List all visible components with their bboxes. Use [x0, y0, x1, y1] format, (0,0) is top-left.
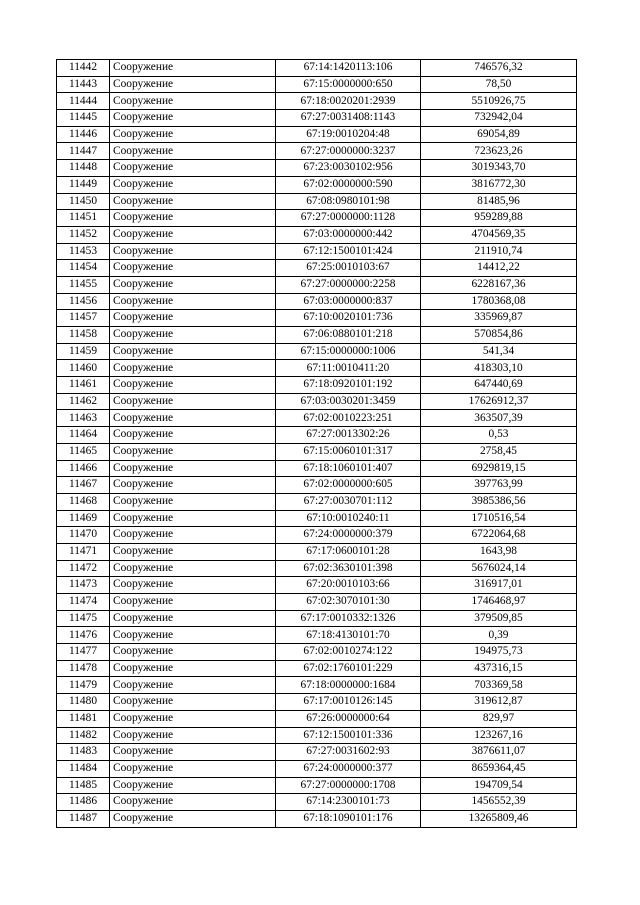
cadastral-value-cell: 78,50 [421, 76, 577, 93]
object-type-cell: Сооружение [110, 327, 276, 344]
cadastral-value-cell: 959289,88 [421, 210, 577, 227]
registry-table [56, 59, 577, 828]
row-number-cell: 11453 [57, 243, 110, 260]
cadastral-value-cell: 829,97 [421, 710, 577, 727]
cadastral-value-cell: 1643,98 [421, 543, 577, 560]
object-type-cell: Сооружение [110, 160, 276, 177]
row-number-cell: 11483 [57, 744, 110, 761]
table-row [57, 327, 577, 344]
cadastral-number-cell: 67:26:0000000:64 [276, 710, 421, 727]
row-number-cell: 11456 [57, 293, 110, 310]
cadastral-value-cell: 3876611,07 [421, 744, 577, 761]
table-row [57, 543, 577, 560]
row-number-cell: 11459 [57, 343, 110, 360]
object-type-cell: Сооружение [110, 93, 276, 110]
cadastral-value-cell: 541,34 [421, 343, 577, 360]
cadastral-number-cell: 67:27:0000000:3237 [276, 143, 421, 160]
cadastral-number-cell: 67:15:0000000:1006 [276, 343, 421, 360]
object-type-cell: Сооружение [110, 727, 276, 744]
object-type-cell: Сооружение [110, 226, 276, 243]
object-type-cell: Сооружение [110, 694, 276, 711]
cadastral-number-cell: 67:19:0010204:48 [276, 126, 421, 143]
row-number-cell: 11474 [57, 594, 110, 611]
cadastral-value-cell: 570854,86 [421, 327, 577, 344]
row-number-cell: 11482 [57, 727, 110, 744]
table-row [57, 527, 577, 544]
cadastral-number-cell: 67:27:0000000:1128 [276, 210, 421, 227]
cadastral-value-cell: 4704569,35 [421, 226, 577, 243]
cadastral-number-cell: 67:08:0980101:98 [276, 193, 421, 210]
table-row [57, 644, 577, 661]
object-type-cell: Сооружение [110, 794, 276, 811]
cadastral-value-cell: 69054,89 [421, 126, 577, 143]
row-number-cell: 11460 [57, 360, 110, 377]
row-number-cell: 11461 [57, 377, 110, 394]
table-row [57, 760, 577, 777]
object-type-cell: Сооружение [110, 193, 276, 210]
object-type-cell: Сооружение [110, 393, 276, 410]
cadastral-value-cell: 1780368,08 [421, 293, 577, 310]
row-number-cell: 11470 [57, 527, 110, 544]
cadastral-number-cell: 67:02:0010274:122 [276, 644, 421, 661]
table-row [57, 810, 577, 827]
cadastral-value-cell: 397763,99 [421, 477, 577, 494]
cadastral-number-cell: 67:27:0000000:2258 [276, 276, 421, 293]
table-row [57, 443, 577, 460]
cadastral-number-cell: 67:02:0000000:605 [276, 477, 421, 494]
object-type-cell: Сооружение [110, 543, 276, 560]
cadastral-number-cell: 67:15:0000000:650 [276, 76, 421, 93]
row-number-cell: 11462 [57, 393, 110, 410]
object-type-cell: Сооружение [110, 243, 276, 260]
object-type-cell: Сооружение [110, 660, 276, 677]
table-row [57, 143, 577, 160]
object-type-cell: Сооружение [110, 210, 276, 227]
object-type-cell: Сооружение [110, 493, 276, 510]
cadastral-number-cell: 67:15:0060101:317 [276, 443, 421, 460]
table-row [57, 694, 577, 711]
row-number-cell: 11477 [57, 644, 110, 661]
object-type-cell: Сооружение [110, 410, 276, 427]
table-row [57, 226, 577, 243]
row-number-cell: 11445 [57, 110, 110, 127]
object-type-cell: Сооружение [110, 677, 276, 694]
object-type-cell: Сооружение [110, 527, 276, 544]
table-row [57, 110, 577, 127]
cadastral-value-cell: 13265809,46 [421, 810, 577, 827]
cadastral-number-cell: 67:24:0000000:379 [276, 527, 421, 544]
object-type-cell: Сооружение [110, 627, 276, 644]
cadastral-value-cell: 316917,01 [421, 577, 577, 594]
row-number-cell: 11446 [57, 126, 110, 143]
cadastral-number-cell: 67:03:0000000:442 [276, 226, 421, 243]
object-type-cell: Сооружение [110, 427, 276, 444]
cadastral-number-cell: 67:18:0000000:1684 [276, 677, 421, 694]
cadastral-value-cell: 418303,10 [421, 360, 577, 377]
table-row [57, 260, 577, 277]
object-type-cell: Сооружение [110, 644, 276, 661]
object-type-cell: Сооружение [110, 176, 276, 193]
object-type-cell: Сооружение [110, 360, 276, 377]
cadastral-value-cell: 6228167,36 [421, 276, 577, 293]
row-number-cell: 11479 [57, 677, 110, 694]
cadastral-value-cell: 379509,85 [421, 610, 577, 627]
table-row [57, 193, 577, 210]
cadastral-number-cell: 67:27:0013302:26 [276, 427, 421, 444]
cadastral-value-cell: 319612,87 [421, 694, 577, 711]
row-number-cell: 11455 [57, 276, 110, 293]
cadastral-number-cell: 67:18:4130101:70 [276, 627, 421, 644]
cadastral-number-cell: 67:06:0880101:218 [276, 327, 421, 344]
table-row [57, 477, 577, 494]
cadastral-number-cell: 67:02:1760101:229 [276, 660, 421, 677]
table-row [57, 427, 577, 444]
cadastral-value-cell: 1456552,39 [421, 794, 577, 811]
object-type-cell: Сооружение [110, 577, 276, 594]
cadastral-value-cell: 2758,45 [421, 443, 577, 460]
table-row [57, 410, 577, 427]
cadastral-value-cell: 8659364,45 [421, 760, 577, 777]
cadastral-number-cell: 67:14:1420113:106 [276, 60, 421, 77]
row-number-cell: 11463 [57, 410, 110, 427]
row-number-cell: 11442 [57, 60, 110, 77]
table-row [57, 393, 577, 410]
row-number-cell: 11450 [57, 193, 110, 210]
cadastral-number-cell: 67:17:0600101:28 [276, 543, 421, 560]
cadastral-value-cell: 5676024,14 [421, 560, 577, 577]
table-row [57, 210, 577, 227]
object-type-cell: Сооружение [110, 594, 276, 611]
cadastral-number-cell: 67:27:0030701:112 [276, 493, 421, 510]
object-type-cell: Сооружение [110, 560, 276, 577]
object-type-cell: Сооружение [110, 60, 276, 77]
object-type-cell: Сооружение [110, 610, 276, 627]
cadastral-number-cell: 67:27:0031602:93 [276, 744, 421, 761]
cadastral-number-cell: 67:02:3070101:30 [276, 594, 421, 611]
table-row [57, 276, 577, 293]
row-number-cell: 11485 [57, 777, 110, 794]
row-number-cell: 11472 [57, 560, 110, 577]
row-number-cell: 11443 [57, 76, 110, 93]
cadastral-value-cell: 1746468,97 [421, 594, 577, 611]
object-type-cell: Сооружение [110, 460, 276, 477]
row-number-cell: 11457 [57, 310, 110, 327]
table-row [57, 710, 577, 727]
row-number-cell: 11448 [57, 160, 110, 177]
table-row [57, 744, 577, 761]
row-number-cell: 11473 [57, 577, 110, 594]
cadastral-number-cell: 67:10:0010240:11 [276, 510, 421, 527]
cadastral-value-cell: 6929819,15 [421, 460, 577, 477]
cadastral-number-cell: 67:14:2300101:73 [276, 794, 421, 811]
cadastral-value-cell: 6722064,68 [421, 527, 577, 544]
row-number-cell: 11476 [57, 627, 110, 644]
object-type-cell: Сооружение [110, 760, 276, 777]
cadastral-value-cell: 732942,04 [421, 110, 577, 127]
cadastral-number-cell: 67:18:0020201:2939 [276, 93, 421, 110]
cadastral-value-cell: 17626912,37 [421, 393, 577, 410]
row-number-cell: 11454 [57, 260, 110, 277]
cadastral-value-cell: 81485,96 [421, 193, 577, 210]
cadastral-number-cell: 67:03:0030201:3459 [276, 393, 421, 410]
table-row [57, 293, 577, 310]
row-number-cell: 11484 [57, 760, 110, 777]
row-number-cell: 11444 [57, 93, 110, 110]
row-number-cell: 11464 [57, 427, 110, 444]
table-row [57, 610, 577, 627]
object-type-cell: Сооружение [110, 443, 276, 460]
cadastral-value-cell: 3019343,70 [421, 160, 577, 177]
object-type-cell: Сооружение [110, 777, 276, 794]
table-row [57, 360, 577, 377]
cadastral-number-cell: 67:27:0031408:1143 [276, 110, 421, 127]
cadastral-value-cell: 3985386,56 [421, 493, 577, 510]
table-row [57, 76, 577, 93]
object-type-cell: Сооружение [110, 293, 276, 310]
cadastral-number-cell: 67:02:0000000:590 [276, 176, 421, 193]
object-type-cell: Сооружение [110, 744, 276, 761]
table-row [57, 510, 577, 527]
row-number-cell: 11478 [57, 660, 110, 677]
cadastral-value-cell: 5510926,75 [421, 93, 577, 110]
object-type-cell: Сооружение [110, 76, 276, 93]
table-row [57, 160, 577, 177]
cadastral-number-cell: 67:10:0020101:736 [276, 310, 421, 327]
cadastral-value-cell: 746576,32 [421, 60, 577, 77]
row-number-cell: 11466 [57, 460, 110, 477]
row-number-cell: 11449 [57, 176, 110, 193]
object-type-cell: Сооружение [110, 477, 276, 494]
table-row [57, 777, 577, 794]
cadastral-value-cell: 0,53 [421, 427, 577, 444]
object-type-cell: Сооружение [110, 710, 276, 727]
table-row [57, 493, 577, 510]
table-row [57, 377, 577, 394]
row-number-cell: 11475 [57, 610, 110, 627]
row-number-cell: 11452 [57, 226, 110, 243]
cadastral-value-cell: 0,39 [421, 627, 577, 644]
table-row [57, 594, 577, 611]
cadastral-value-cell: 3816772,30 [421, 176, 577, 193]
cadastral-number-cell: 67:23:0030102:956 [276, 160, 421, 177]
cadastral-value-cell: 123267,16 [421, 727, 577, 744]
object-type-cell: Сооружение [110, 260, 276, 277]
table-row [57, 310, 577, 327]
registry-table-body [57, 60, 577, 828]
cadastral-number-cell: 67:18:1090101:176 [276, 810, 421, 827]
cadastral-number-cell: 67:24:0000000:377 [276, 760, 421, 777]
table-row [57, 460, 577, 477]
cadastral-number-cell: 67:02:3630101:398 [276, 560, 421, 577]
object-type-cell: Сооружение [110, 377, 276, 394]
row-number-cell: 11467 [57, 477, 110, 494]
row-number-cell: 11465 [57, 443, 110, 460]
object-type-cell: Сооружение [110, 510, 276, 527]
cadastral-value-cell: 211910,74 [421, 243, 577, 260]
row-number-cell: 11486 [57, 794, 110, 811]
row-number-cell: 11468 [57, 493, 110, 510]
row-number-cell: 11458 [57, 327, 110, 344]
cadastral-value-cell: 723623,26 [421, 143, 577, 160]
object-type-cell: Сооружение [110, 143, 276, 160]
table-row [57, 243, 577, 260]
cadastral-value-cell: 194975,73 [421, 644, 577, 661]
object-type-cell: Сооружение [110, 110, 276, 127]
cadastral-number-cell: 67:12:1500101:424 [276, 243, 421, 260]
cadastral-number-cell: 67:03:0000000:837 [276, 293, 421, 310]
table-row [57, 677, 577, 694]
row-number-cell: 11451 [57, 210, 110, 227]
object-type-cell: Сооружение [110, 343, 276, 360]
row-number-cell: 11481 [57, 710, 110, 727]
row-number-cell: 11471 [57, 543, 110, 560]
cadastral-number-cell: 67:12:1500101:336 [276, 727, 421, 744]
table-row [57, 727, 577, 744]
cadastral-number-cell: 67:17:0010126:145 [276, 694, 421, 711]
cadastral-value-cell: 703369,58 [421, 677, 577, 694]
table-row [57, 176, 577, 193]
object-type-cell: Сооружение [110, 276, 276, 293]
cadastral-value-cell: 14412,22 [421, 260, 577, 277]
cadastral-number-cell: 67:20:0010103:66 [276, 577, 421, 594]
cadastral-number-cell: 67:18:0920101:192 [276, 377, 421, 394]
cadastral-number-cell: 67:11:0010411:20 [276, 360, 421, 377]
cadastral-value-cell: 194709,54 [421, 777, 577, 794]
cadastral-value-cell: 437316,15 [421, 660, 577, 677]
row-number-cell: 11480 [57, 694, 110, 711]
cadastral-number-cell: 67:02:0010223:251 [276, 410, 421, 427]
cadastral-number-cell: 67:17:0010332:1326 [276, 610, 421, 627]
row-number-cell: 11469 [57, 510, 110, 527]
table-row [57, 577, 577, 594]
cadastral-value-cell: 335969,87 [421, 310, 577, 327]
object-type-cell: Сооружение [110, 310, 276, 327]
row-number-cell: 11447 [57, 143, 110, 160]
table-row [57, 93, 577, 110]
cadastral-number-cell: 67:27:0000000:1708 [276, 777, 421, 794]
row-number-cell: 11487 [57, 810, 110, 827]
cadastral-number-cell: 67:18:1060101:407 [276, 460, 421, 477]
table-row [57, 660, 577, 677]
object-type-cell: Сооружение [110, 810, 276, 827]
object-type-cell: Сооружение [110, 126, 276, 143]
table-row [57, 560, 577, 577]
cadastral-value-cell: 647440,69 [421, 377, 577, 394]
cadastral-value-cell: 363507,39 [421, 410, 577, 427]
cadastral-number-cell: 67:25:0010103:67 [276, 260, 421, 277]
cadastral-value-cell: 1710516,54 [421, 510, 577, 527]
table-row [57, 126, 577, 143]
table-row [57, 794, 577, 811]
table-row [57, 343, 577, 360]
table-row [57, 627, 577, 644]
table-row [57, 60, 577, 77]
